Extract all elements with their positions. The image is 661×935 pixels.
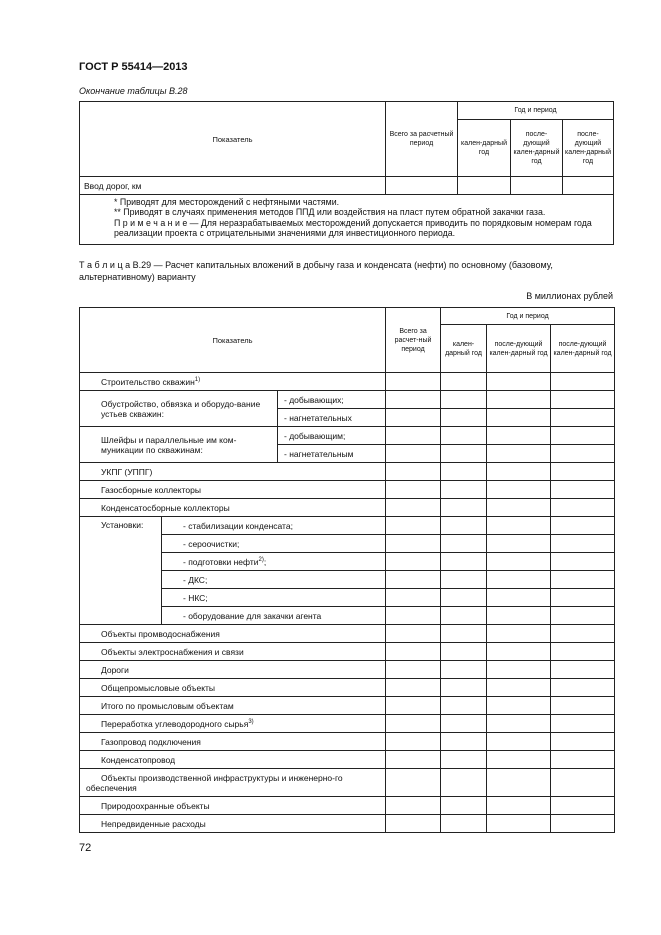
t2-header-total: Всего за расчет-ный период: [386, 308, 441, 373]
t2-header-next2: после-дующий кален-дарный год: [551, 325, 615, 373]
footnote-1: * Приводят для месторождений с нефтяными частями.: [114, 197, 340, 207]
cell: [458, 177, 511, 195]
table-row: [80, 391, 615, 409]
table-b29: [79, 307, 615, 833]
row-label: Дороги: [80, 661, 386, 679]
table-row: [80, 815, 615, 833]
table-b28-end: [79, 101, 614, 245]
table-row: [80, 625, 615, 643]
document-header: ГОСТ Р 55414—2013: [79, 61, 188, 73]
row-sublabel: - нагнетательным: [278, 445, 386, 463]
row-label: Природоохранные объекты: [80, 797, 386, 815]
t1-header-next1: после-дующий кален-дарный год: [511, 120, 563, 177]
t2-header-next1: после-дующий кален-дарный год: [487, 325, 551, 373]
table-row: [80, 715, 615, 733]
table-row: [80, 481, 615, 499]
table-row: [80, 643, 615, 661]
row-label: Обустройство, обвязка и оборудо-вание устьев скважин:: [80, 391, 278, 427]
table-notes: [80, 195, 614, 245]
table-row: [80, 177, 614, 195]
row-label: Конденсатосборные коллекторы: [80, 499, 386, 517]
row-sublabel: - добывающих;: [278, 391, 386, 409]
row-label: Итого по промысловым объектам: [80, 697, 386, 715]
row-label: Газопровод подключения: [80, 733, 386, 751]
row-label: Непредвиденные расходы: [80, 815, 386, 833]
table-row: [80, 661, 615, 679]
t1-header-indicator: Показатель: [80, 102, 386, 177]
row-label: Общепромысловые объекты: [80, 679, 386, 697]
row-label: Объекты электроснабжения и связи: [80, 643, 386, 661]
table-row: [80, 797, 615, 815]
t1-header-total: Всего за расчетный период: [386, 102, 458, 177]
row-sublabel: - оборудование для закачки агента: [162, 607, 386, 625]
row-label: Строительство скважин$^{1)}$: [80, 373, 386, 391]
cell: [511, 177, 563, 195]
table-row: [80, 733, 615, 751]
row-label: Конденсатопровод: [80, 751, 386, 769]
row-sublabel: - подготовки нефти$^{2)}$;: [162, 553, 386, 571]
t2-header-yearperiod: Год и период: [441, 308, 615, 325]
row-sublabel: - сероочистки;: [162, 535, 386, 553]
table-continuation-label: Окончание таблицы В.28: [79, 86, 188, 96]
units-label: В миллионах рублей: [526, 291, 613, 301]
row-label: Объекты производственной инфраструктуры и инженерно-го обеспечения: [80, 769, 386, 797]
row-label: УКПГ (УППГ): [80, 463, 386, 481]
row-sublabel: - стабилизации конденсата;: [162, 517, 386, 535]
row-label: Газосборные коллекторы: [80, 481, 386, 499]
table-row: [80, 751, 615, 769]
row-label: Объекты промводоснабжения: [80, 625, 386, 643]
footnote-2: ** Приводят в случаях применения методов ППД или воздействия на пласт путем обратной закачки газа.: [114, 207, 546, 218]
row-label: Установки:: [80, 517, 162, 625]
t1-header-yearperiod: Год и период: [458, 102, 614, 120]
row-label: Ввод дорог, км: [80, 177, 386, 195]
table-row: [80, 517, 615, 535]
row-sublabel: - нагнетательных: [278, 409, 386, 427]
table-row: [80, 373, 615, 391]
table-row: [80, 499, 615, 517]
cell: [386, 177, 458, 195]
row-sublabel: - НКС;: [162, 589, 386, 607]
table-row: [80, 427, 615, 445]
t2-header-indicator: Показатель: [80, 308, 386, 373]
table-row: [80, 769, 615, 797]
page-number: 72: [79, 842, 92, 854]
table-row: [80, 697, 615, 715]
row-label: Шлейфы и параллельные им ком-муникации по скважинам:: [80, 427, 278, 463]
cell: [563, 177, 614, 195]
t1-header-cal: кален-дарный год: [458, 120, 511, 177]
t1-header-next2: после-дующий кален-дарный год: [563, 120, 614, 177]
row-sublabel: - добывающим;: [278, 427, 386, 445]
t2-header-cal: кален-дарный год: [441, 325, 487, 373]
row-sublabel: - ДКС;: [162, 571, 386, 589]
table-caption: Т а б л и ц а В.29 — Расчет капитальных вложений в добычу газа и конденсата (нефти) по основному (базовому, альтернативному) варианту: [79, 260, 553, 282]
table-row: [80, 679, 615, 697]
table-row: [80, 463, 615, 481]
note: П р и м е ч а н и е — Для неразрабатываемых месторождений допускается приводить по порядковым номерам года реализации проекта с отрицательными значениями для инвестиционного периода.: [114, 217, 592, 239]
row-label: Переработка углеводородного сырья$^{3)}$: [80, 715, 386, 733]
